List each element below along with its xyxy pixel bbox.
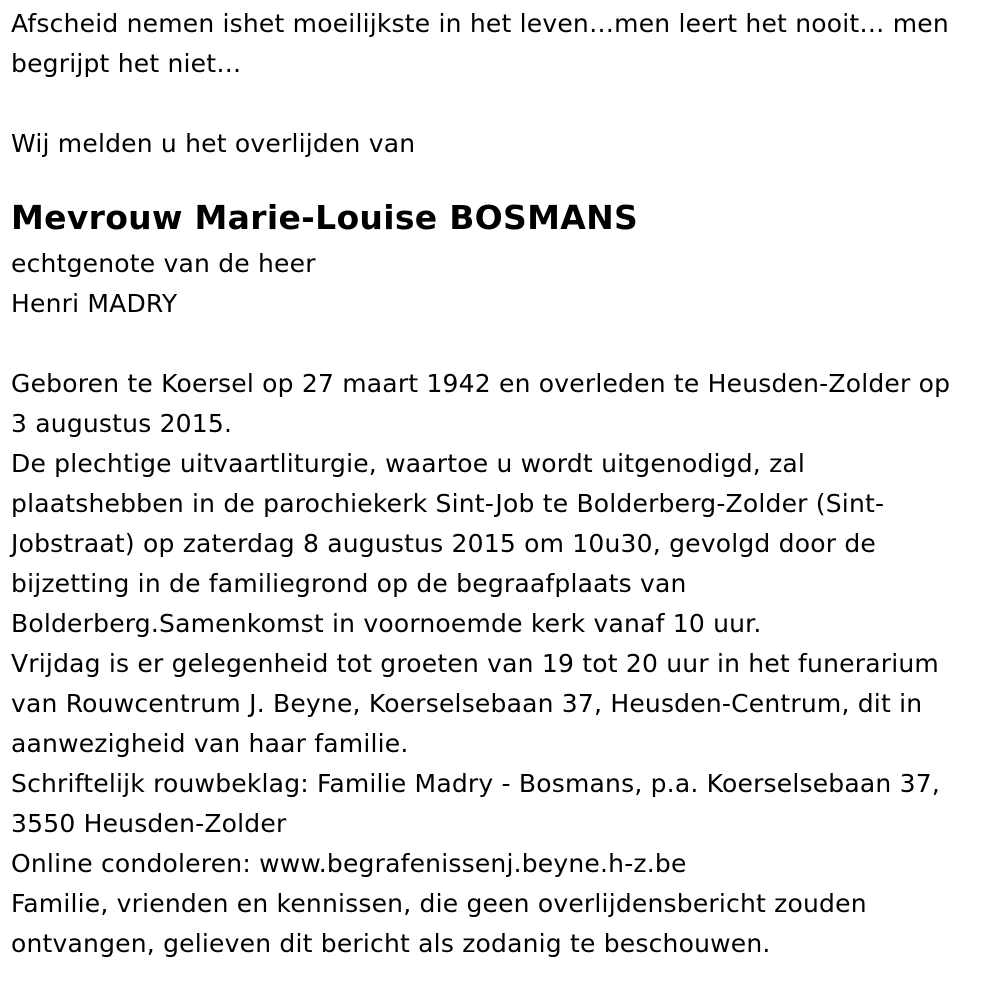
quote-line-2: begrijpt het niet… [11,49,242,78]
details-line: Vrijdag is er gelegenheid tot groeten van 19 tot 20 uur in het funerarium [11,649,939,678]
details-line: ontvangen, gelieven dit bericht als zodanig te beschouwen. [11,929,771,958]
details-line: Schriftelijk rouwbeklag: Familie Madry - Bosmans, p.a. Koerselsebaan 37, [11,769,940,798]
details-line: plaatshebben in de parochiekerk Sint-Job te Bolderberg-Zolder (Sint- [11,489,885,518]
details-line: Online condoleren: www.begrafenissenj.beyne.h-z.be [11,849,687,878]
details-line: Familie, vrienden en kennissen, die geen overlijdensbericht zouden [11,889,867,918]
spacer [11,164,996,192]
details-line: 3 augustus 2015. [11,409,233,438]
details-line: Geboren te Koersel op 27 maart 1942 en overleden te Heusden-Zolder op [11,369,951,398]
details-line: Jobstraat) op zaterdag 8 augustus 2015 om 10u30, gevolgd door de [11,529,876,558]
quote-line-1: Afscheid nemen ishet moeilijkste in het leven…men leert het nooit… men [11,9,949,38]
details-line: Bolderberg.Samenkomst in voornoemde kerk vanaf 10 uur. [11,609,762,638]
details-line: aanwezigheid van haar familie. [11,729,409,758]
death-notice [11,4,996,964]
deceased-name: Mevrouw Marie-Louise BOSMANS [11,198,639,237]
spouse-name: Henri MADRY [11,289,178,318]
announcement-text: Wij melden u het overlijden van [11,129,416,158]
spacer [11,84,996,124]
details-line: De plechtige uitvaartliturgie, waartoe u wordt uitgenodigd, zal [11,449,806,478]
details-line: bijzetting in de familiegrond op de begraafplaats van [11,569,687,598]
relation-text: echtgenote van de heer [11,249,316,278]
spacer [11,324,996,364]
details-line: van Rouwcentrum J. Beyne, Koerselsebaan 37, Heusden-Centrum, dit in [11,689,923,718]
details-line: 3550 Heusden-Zolder [11,809,287,838]
